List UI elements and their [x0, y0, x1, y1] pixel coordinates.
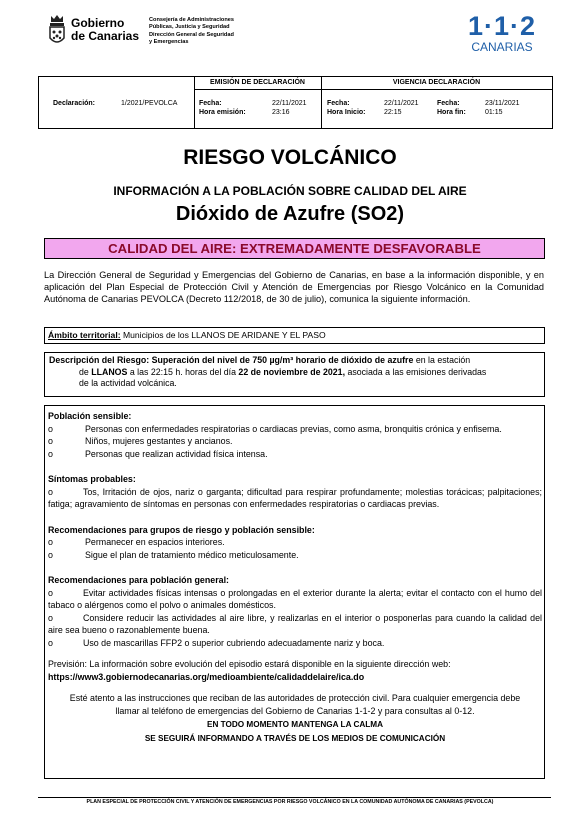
list-item: o Sigue el plan de tratamiento médico meticulosamente.: [48, 549, 299, 560]
risk-group-recommendations-heading: Recomendaciones para grupos de riesgo y población sensible:: [48, 524, 315, 535]
government-name: Gobierno de Canarias: [71, 16, 140, 43]
department-name: Consejería de Administraciones Públicas, Justicia y Seguridad Dirección General de Seguridad y Emergencias: [149, 17, 234, 46]
list-item: o Evitar actividades físicas intensas o prolongadas en el exterior durante la alerta; evitar el contacto con el humo del tabaco o alérgenos como el polvo o animales domésticos.: [48, 587, 542, 610]
list-item: o Considere reducir las actividades al aire libre, y realizarlas en el interior o posponerlas para cuando la calidad del aire sea bueno o razonablemente buena.: [48, 612, 542, 635]
start-time-label: Hora Inicio:: [327, 109, 366, 116]
end-time-label: Hora fin:: [437, 109, 466, 116]
forecast-text: Previsión: La información sobre evolución del episodio estará disponible en la siguiente dirección web:: [48, 659, 451, 669]
end-date: 23/11/2021: [485, 100, 520, 107]
declaration-table: [38, 76, 553, 129]
emission-date: 22/11/2021: [272, 100, 307, 107]
emission-header: EMISIÓN DE DECLARACIÓN: [210, 79, 305, 86]
declaration-label: Declaración:: [53, 100, 96, 107]
general-recommendations-heading: Recomendaciones para población general:: [48, 575, 230, 585]
footer-text: PLAN ESPECIAL DE PROTECCIÓN CIVIL Y ATENCIÓN DE EMERGENCIAS POR RIESGO VOLCÁNICO EN LA COMUNIDAD AUTÓNOMA DE CANARIAS (PEVOLCA): [86, 799, 494, 805]
declaration-number: 1/2021/PEVOLCA: [121, 100, 178, 107]
territorial-scope: Ámbito territorial: Municipios de los LLANOS DE ARIDANE Y EL PASO: [44, 327, 545, 344]
pollutant-title: Dióxido de Azufre (SO2): [175, 203, 405, 225]
symptoms-heading: Síntomas probables:: [48, 474, 136, 484]
list-item: o Personas que realizan actividad física intensa.: [48, 448, 268, 459]
symptoms-text: o Tos, Irritación de ojos, nariz o garganta; dificultad para respirar profundamente; molestias torácicas; palpitaciones; fatiga; agravamiento de síntomas en personas con enfermedades respiratorias o cardiacas previas.: [48, 486, 542, 509]
info-notice: SE SEGUIRÁ INFORMANDO A TRAVÉS DE LOS MEDIOS DE COMUNICACIÓN: [144, 734, 446, 743]
coat-of-arms-icon: [47, 14, 67, 46]
page-subtitle: INFORMACIÓN A LA POBLACIÓN SOBRE CALIDAD DEL AIRE: [113, 184, 467, 198]
emergency-112-logo: 1·1·2 CANARIAS: [467, 11, 537, 54]
page-title: RIESGO VOLCÁNICO: [183, 146, 397, 169]
footer-divider: [38, 797, 551, 798]
validity-header: VIGENCIA DECLARACIÓN: [392, 79, 481, 86]
calm-notice: EN TODO MOMENTO MANTENGA LA CALMA: [206, 720, 384, 729]
intro-paragraph: La Dirección General de Seguridad y Emergencias del Gobierno de Canarias, en base a la información disponible, y en aplicación del Plan Especial de Protección Civil y Atención de Emergencias por Riesgo Volcánico en la Comunidad Autónoma de Canarias PEVOLCA (Decreto 112/2018, de 30 de julio), comunica la siguiente información.: [44, 270, 544, 304]
emission-date-label: Fecha:: [199, 100, 222, 107]
emission-time-label: Hora emisión:: [199, 109, 246, 116]
instructions-notice: Esté atento a las instrucciones que reciban de las autoridades de protección civil. Para cualquier emergencia debe llamar al teléfono de emergencias del Gobierno de Canarias 1-1-2 y para consultas al 0-12.: [69, 693, 521, 716]
start-date: 22/11/2021: [384, 100, 419, 107]
list-item: o Personas con enfermedades respiratorias o cardiacas previas, como asma, bronquitis crónica y enfisema.: [48, 423, 502, 434]
sensitive-population-heading: Población sensible:: [48, 411, 132, 421]
end-date-label: Fecha:: [437, 100, 460, 107]
start-date-label: Fecha:: [327, 100, 350, 107]
emission-time: 23:16: [272, 109, 290, 116]
start-time: 22:15: [384, 109, 402, 116]
list-item: o Niños, mujeres gestantes y ancianos.: [48, 436, 233, 446]
list-item: o Permanecer en espacios interiores.: [48, 537, 225, 547]
list-item: o Uso de mascarillas FFP2 o superior cubriendo adecuadamente nariz y boca.: [48, 637, 385, 648]
air-quality-link[interactable]: https://www3.gobiernodecanarias.org/medioambiente/calidaddelaire/ica.do: [48, 671, 365, 682]
end-time: 01:15: [485, 109, 503, 116]
air-quality-banner: CALIDAD DEL AIRE: EXTREMADAMENTE DESFAVORABLE: [44, 238, 545, 259]
main-info-box: [44, 405, 545, 779]
risk-description: Descripción del Riesgo: Superación del nivel de 750 µg/m³ horario de dióxido de azufre en la estación de LLANOS a las 22:15 h. horas del día 22 de noviembre de 2021, asociada a las emisiones derivadas de la actividad volcánica.: [44, 352, 545, 397]
